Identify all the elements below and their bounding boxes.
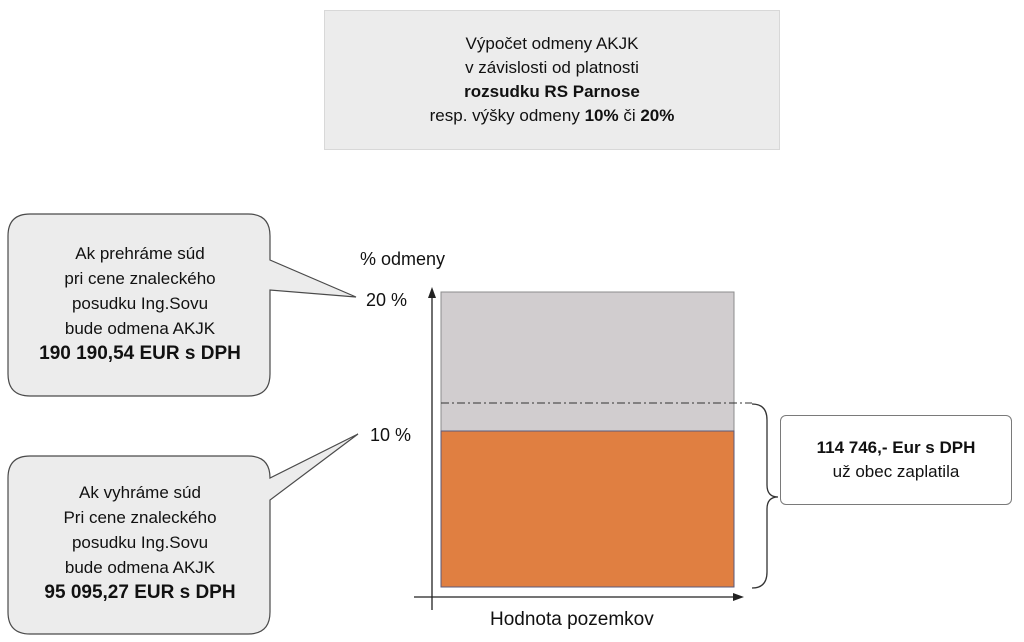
callout-win-text [12, 480, 268, 605]
title-line-1: Výpočet odmeny AKJK [465, 34, 639, 53]
callout-win-line-3: posudku Ing.Sovu [71, 533, 209, 552]
curly-brace [752, 404, 778, 588]
paid-note: už obec zaplatila [832, 462, 960, 481]
paid-amount: 114 746,- Eur s DPH [816, 438, 976, 457]
y-axis-arrow [428, 287, 436, 298]
title-line-2: v závislosti od platnosti [465, 58, 639, 77]
tick-10-label: 10 % [370, 425, 412, 445]
title-line-4: resp. výšky odmeny 10% či 20% [429, 106, 675, 125]
callout-lose-line-2: pri cene znaleckého [64, 269, 216, 288]
paid-box [780, 415, 1012, 505]
callout-win-line-1: Ak vyhráme súd [79, 483, 201, 502]
x-axis-arrow [733, 593, 744, 601]
tick-20-label: 20 % [366, 290, 408, 310]
callout-lose-line-4: bude odmena AKJK [64, 319, 216, 338]
callout-lose-text [12, 241, 268, 366]
callout-win-line-2: Pri cene znaleckého [63, 508, 217, 527]
callout-lose-line-1: Ak prehráme súd [75, 244, 205, 263]
callout-win-line-4: bude odmena AKJK [64, 558, 216, 577]
x-axis-title: Hodnota pozemkov [490, 609, 654, 630]
callout-lose-line-3: posudku Ing.Sovu [71, 294, 209, 313]
gray-block [441, 292, 734, 431]
y-axis-title: % odmeny [360, 249, 446, 269]
callout-win-amount: 95 095,27 EUR s DPH [44, 582, 236, 603]
orange-block [441, 431, 734, 587]
title-line-3: rozsudku RS Parnose [464, 82, 640, 101]
callout-lose-amount: 190 190,54 EUR s DPH [39, 343, 241, 364]
